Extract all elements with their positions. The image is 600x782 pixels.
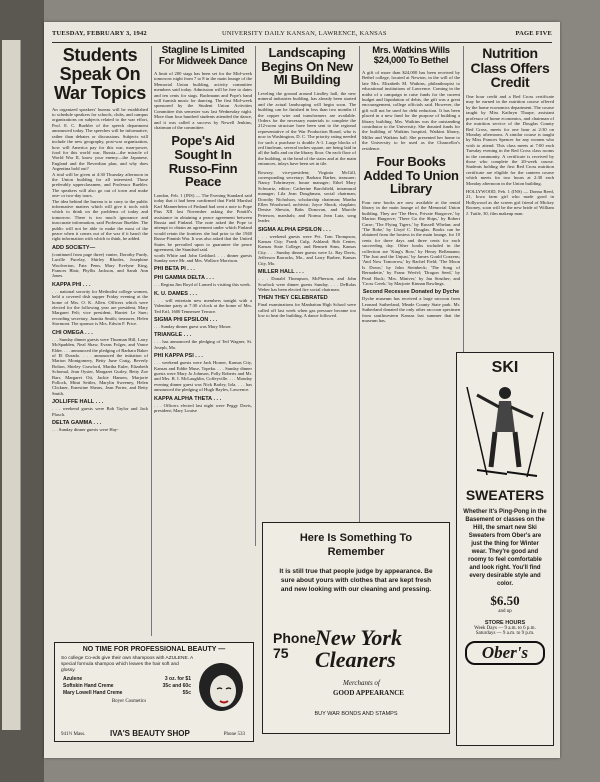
article-text: (continued from page three) vanter, Dorothy Purdy, Lucille Pucelay, Shirley Rhodes, Josephine Woolverton, Fata Penn, Mary Evelyne King, Frances Blair, Phyllis Jackson, and Sarah Ann Jones. (52, 251, 148, 279)
article-text: HOLLYWOOD, Feb. 1 (INS) — Donna Reed, 21, Iowa farm girl who made good in Hollywood as the screen girl friend of Mickey Rooney, soon will be the new bride of William J. Tuttle, 30, film makeup man. (466, 188, 554, 216)
article-text: Dyche museum has received a large raccoon from Leonard Sutherland, Meade County State park. Mr. Sutherland donated the only other raccoon specimen from southwestern Kansas last summer that the museum has. (362, 296, 460, 324)
column-divider (151, 46, 152, 636)
section-head: SIGMA ALPHA EPSILON . . . (258, 226, 331, 233)
article-text: . . . Donald Thompson, McPherson, and John Scurlock were dinner guests Sunday. . . . DeRolas Weber has been elected fire social chairman. (258, 276, 356, 292)
article-text: One hour credit and a Red Cross certificate may be earned in the nutrition course offered by the home economics department. The course taught by Miss Kathryn Tharpe, assistant professor of home economics, and chairman of the nutrition service of the Douglas County Red Cross, meets for one hour at 2:30 on Monday afternoons. A similar course is taught by Miss Frances Spencer for any women who wish to attend. This class meets at 7:00 each Tuesday evening in the Red Cross class rooms in the community. A certificate is received by those who complete the 20-week course. Students holding the first Red Cross nutrition certificate are eligible for the canteen course which meets for two hours at 2:30 each Monday afternoon in the Union building. (466, 94, 554, 186)
beauty-item-price: 55c (182, 690, 191, 696)
ad-cleaners-bonds: BUY WAR BONDS AND STAMPS (314, 711, 398, 717)
article-text: . . . Sunday dinner guests were Hay- (52, 426, 119, 432)
store-hours-saturdays: Saturdays — 9 a.m. to 9 p.m. (475, 631, 535, 636)
masthead-page: PAGE FIVE (515, 30, 552, 37)
ad-beauty-brand: Boyer Cosmetics (111, 699, 147, 704)
beauty-item-price: 35c and 60c (162, 683, 191, 689)
section-head: KAPPA ALPHA THETA . . . (154, 395, 222, 402)
ad-beauty-items (63, 676, 191, 697)
section-head: MILLER HALL . . . (258, 269, 304, 276)
article-text: An organized speakers' bureau will be established to schedule speakers for schools, clubs, and campus organizations on subjects related to the war effort, Prof. E. C. Buehler of the speech department announced today. The speeches will be informative, rather than debates or discussions. Subjects will include the new geography, post-war organization, how will America pay for this war, man-power, food for this world war, Russia—the miracle of World War II, know your enemy—the Japanese, England and the Reverdian plan, and why does Argentina hold out? (52, 106, 148, 172)
section-head: CHI OMEGA . . . (52, 329, 93, 336)
ad-ski-sweaters (456, 352, 554, 746)
headline-landscaping: Landscaping Begins On New MI Building (261, 46, 353, 88)
headline-stagline: Stagline Is Limited For Midweek Dance (158, 46, 248, 67)
article-text: A trial will be given at 4:30 Thursday afternoon in the Union building for all interested. Those preferably upperclassmen, and Professor Buehler. The speakers will also go out of town and make one- or two-day tours. (52, 171, 148, 199)
article-text: Final examinations for Manhattan High School were called off last week when gas pressure became too low to heat the building. A dance followed. (258, 302, 356, 319)
article-text: . . . national sorority for Methodist college women, held a covered dish supper Friday evening at the home of Mrs. O. K. Allen. Officers which were elected for the following year are president, Mary Margaret Felt; vice president, Harriet Le Suer; recording secretary, Juanita Smith; treasurer, Helen Stormont. The sponsor is Mrs. Edwin F. Price. (52, 288, 148, 327)
article-text: . . . Regina Jim Boyd of Larned is visiting this week. (154, 282, 251, 288)
beauty-item-price: 3 oz. for $1 (164, 676, 191, 682)
beauty-item-name: Mary Lowell Hand Creme (63, 690, 123, 696)
article-text: . . . Sunday dinner guests were Thurman Hill, Larry McSpadden, Neal Shaw, Evans Folger, and Vance Elder. . . . announced the pledging of Barbara Baker of El Dorado. . . . announced the initiation of Marion Montgomery, Betty June Craig, Beverly Bolton, Shirley Crawford, Martha Euler, Elizabeth Schomal, Jean Oyster, Margaret Gurley, Betty Zoe Barr, Margaret Ott, Jackie Hansen, Marjorie Pollock, Mimi Settles, Marylin Sweeney, Helen Clickner, Ernestine Shears, Jean Porter, and Betty Smith. (52, 336, 148, 396)
ad-new-york-cleaners (262, 522, 450, 734)
article-text: . . . has announced the pledging of Ted Wagner, St. Joseph, Mo. (154, 339, 252, 350)
ad-beauty-line: So college Co-eds give their own shampoos with AZULENE. A special formula shampoo which leaves the hair soft and glossy. (61, 656, 193, 673)
ad-ski-price-sub: and up (498, 609, 512, 614)
ad-cleaners-head: Here Is Something To Remember (299, 532, 413, 558)
ad-ski-body: Whether It's Ping-Pong in the Basement or classes on the Hill, the smart new Ski Sweaters from Ober's are just the thing for Winter wear. They're good and roomy to feel comfortable and look right. You'll find every desirable style and color. (463, 509, 547, 587)
ad-ivas-beauty-shop (54, 642, 254, 742)
article-text: Rowsey, vice-president; Virginia McGill, corresponding secretary; Barbara Barber, treasurer; Nancy Tobrimeyer, house manager; Ethel Mary Schwartz, editor; Catherine Burchfield, intramural manager; Lila Jean Doughman, social chairman; Dorothy Nicholson, scholarship chairman; Martha Ellen Woodward, archivist; Joyce Shook, chaplain; Denise Shewin, Babs Donovan, and Marcile Peterson, marshals; and Norma Jean Lutz, song leader. (258, 169, 356, 224)
ad-beauty-title: NO TIME FOR PROFESSIONAL BEAUTY — (82, 646, 226, 653)
headline-four-books: Four Books Added To Union Library (363, 154, 459, 197)
article-text: A gift of more than $24,000 has been received by Bethel college, located at Newton, in the will of the late Mrs. Elizabeth M. Watkins, philanthropist to educational institutions of Lawrence. Coming in the midst of a campaign to raise funds for the current budget and liquidation of debts, the gift was a great encouragement, college officials said. However, the gift will not be used for debt reduction. It has been placed in a new fund for the purpose of building a library building. Mrs. Watkins was the outstanding contributor to the University. She donated funds for the building of Watkins hospital, Watkins library, Miller and Watkins hall. She presented her home to the University to be used as the Chancellor's residence. (362, 69, 460, 151)
section-head: THEN THEY CELEBRATED (258, 295, 328, 302)
column-1 (52, 46, 148, 646)
section-head: PHI KAPPA PSI . . . (154, 353, 203, 360)
section-head: ADD SOCIETY— (52, 244, 96, 251)
masthead-rule (52, 42, 552, 43)
column-divider (463, 46, 464, 356)
store-hours-label: STORE HOURS (484, 620, 526, 626)
beauty-item (63, 676, 191, 683)
ad-cleaners-phone: Phone 75 (273, 630, 316, 661)
section-head: PHI BETA PI . . . (154, 266, 195, 273)
beauty-item-name: Azulene (63, 676, 83, 682)
newspaper-page (44, 22, 560, 758)
beauty-item-name: Softskin Hand Creme (63, 683, 114, 689)
ad-cleaners-tag1: Merchants of (343, 679, 380, 687)
section-head: TRIANGLE . . . (154, 332, 192, 339)
section-head: Second Recessee Donated by Dyche (362, 289, 460, 296)
article-text: . . . will entertain new members tonight with a Valentine party at 7:30 o'clock at the home of Mrs. Ted Ertl, 1600 Tennessee Terrace. (154, 297, 252, 314)
article-text: A limit of 200 stags has been set for the Mid-week tomorrow night from 7 to 8 in the main lounge of the Memorial Union building, activity committee members said today. Admission will be free to dates and ten cents for stags. Bachmann and Pope's band will furnish music for dancing. The first Mid-week sponsored by the Student Union Activities Committee this semester was last Wednesday night. More than four hundred students attended the dance, and it was called a success by Newell Jenkins, chairman of the committee. (154, 71, 252, 131)
beauty-item (63, 690, 191, 697)
headline-popes-aid: Pope's Aid Sought In Russo-Finn Peace (168, 133, 238, 190)
article-text: The idea behind the bureau is to carry to the public informative matters which will give it tools with which to think on the problems of today and tomorrow. There is too much ignorance and inaccurate information, said Professor Buehler. The public will not be able to make the most of the peace when it comes out of the war if it hasn't the right information with which to think, he added. (52, 198, 148, 242)
column-4 (362, 46, 460, 536)
section-head: DELTA GAMMA . . . (52, 419, 102, 426)
skier-illustration (457, 377, 553, 482)
ad-cleaners-name: New York Cleaners (315, 625, 402, 672)
ad-beauty-phone: Phone 533 (223, 732, 245, 737)
masthead-date: TUESDAY, FEBRUARY 3, 1942 (52, 30, 147, 37)
obers-logo: Ober's (465, 641, 545, 665)
headline-nutrition: Nutrition Class Offers Credit (470, 46, 550, 91)
ad-beauty-address: 941½ Mass. (61, 732, 86, 737)
article-text: . . . weekend guests were Pvt. Tom Thompson, Kansas City; Frank Culp, Ashland; Bob Center, Kansas State College; and Bennett Sims, Kansas City. . . . Sunday dinner guests were Lt. Ray Davis, Jefferson Barracks, Mo., and Larry Barbee, Kansas City, Mo. (258, 233, 356, 266)
column-3 (258, 46, 356, 536)
article-text: . . . Officers elected last night were Peggy Davis, president; Mary Louise (154, 402, 252, 413)
beauty-item (63, 683, 191, 690)
column-2 (154, 46, 252, 636)
article-text: Leveling the ground around Lindley hall, the new mineral industries building, has already been started and the actual landscaping will begin soon. The building can be finished in less than two months if the copper wire and transformers are available. Orders for the necessary materials to complete the 212-room structure have been sent to the regional representative of the War Production Board, who is now in Washington, D. C. The priority rating needed for such a purchase is double A-1. Large blocks of red linoleum, several inches square, are being laid in all the halls and on the library floor. On each floor of the building, at the head of the stairs and at the main entrances, inlays have been set in tile. (258, 90, 356, 167)
article-text: Four new books are now available at the rental library in the main lounge of the Memorial Union building. They are 'The Hero, Private Hargrove,' by Marion Hargrove; 'There Go the Ships,' by Robert Carse; 'The Flying Tigers,' by Russell Whelan; and 'The Robe,' by Lloyd C. Douglas. Books can be obtained from the hostess in the main lounge, for 10 cents for three days and three cents for each succeeding day. Other books included in the collection are 'King's Row,' by Henry Bellamann; 'The Just and the Unjust,' by James Gould Cozzens; 'And Now Tomorrow,' by Rachel Field; 'The Moon Is Down,' by John Steinbeck; 'The Song of Bernadette,' by Franz Werfel; 'Dragon Seed,' by Pearl Buck; 'Mrs. Miniver,' by Jan Struther; and 'Cross Creek,' by Marjorie Kinnan Rawlings. (362, 199, 460, 287)
article-text: worth White and John Geddard. . . . dinner guests Sunday were Mr. and Mrs. Wallace Morrison. (154, 252, 252, 263)
ad-cleaners-body: It is still true that people judge by appearance. Be sure about yours with clothes that are kept fresh and new looking with our cleaning and pressing. (279, 568, 433, 593)
section-head: SIGMA PHI EPSILON . . . (154, 316, 218, 323)
section-head: JOLLIFFE HALL . . . (52, 399, 104, 406)
ad-ski-top: SKI (491, 359, 519, 376)
headline-students-speak: Students Speak On War Topics (53, 46, 146, 103)
article-text: . . . weekend guests were Bob Taylor and Jack Plasch. (52, 406, 148, 417)
headline-mrs-watkins: Mrs. Watkins Wills $24,000 To Bethel (372, 46, 450, 66)
article-text: . . . weekend guests were Jack Horner, Kansas City, Kansas and Eddie Muse, Topeka. . . . Sunday dinner guests were Mary Jo Johnson, Polly Roberts and Mr. and Mrs. R. I. McLaughlin, Coffeyville. . . . Monday evening dinner guest was Nick Barley, Iola. . . . has announced the pledging of Hugh Bayles, Lawrence. (154, 360, 252, 393)
column-5 (466, 46, 554, 346)
column-divider (359, 46, 360, 546)
ad-ski-head: SWEATERS (465, 487, 545, 503)
article-text: . . . Sunday dinner guest was Mary Moser. (154, 323, 232, 329)
ad-cleaners-tag2: GOOD APPEARANCE (333, 689, 404, 697)
woman-portrait-illustration (195, 661, 247, 719)
store-hours-weekdays: Week Days — 9 a.m. to 6 p.m. (474, 626, 536, 631)
article-text: London, Feb. 1 (INS) — The Evening Standard said today that it had been confirmed that Field Marshal Karl Mannerheim of Finland had sent a note to Pope Pius XII last November asking the Pontiff's assistance in obtaining a peace agreement between Russia and Finland. The note asked the Pope to attempt to obtain an agreement under which Finland would retain the frontiers she had prior to the 1940 Russo-Finnish War. It was also asked that the United States be prevailed upon to guarantee the peace agreement, the Standard said. (154, 193, 252, 253)
masthead (52, 30, 552, 42)
section-head: KAPPA PHI . . . (52, 281, 91, 288)
ad-ski-price: $6.50 (490, 593, 520, 608)
section-head: PHI GAMMA DELTA . . . (154, 275, 214, 282)
column-divider (255, 46, 256, 546)
ad-beauty-shop-name: IVA'S BEAUTY SHOP (110, 729, 190, 738)
previous-page-edge (2, 40, 21, 730)
section-head: K. U. DAMES . . . (154, 290, 198, 297)
masthead-paper: UNIVERSITY DAILY KANSAN, LAWRENCE, KANSAS (222, 30, 387, 37)
